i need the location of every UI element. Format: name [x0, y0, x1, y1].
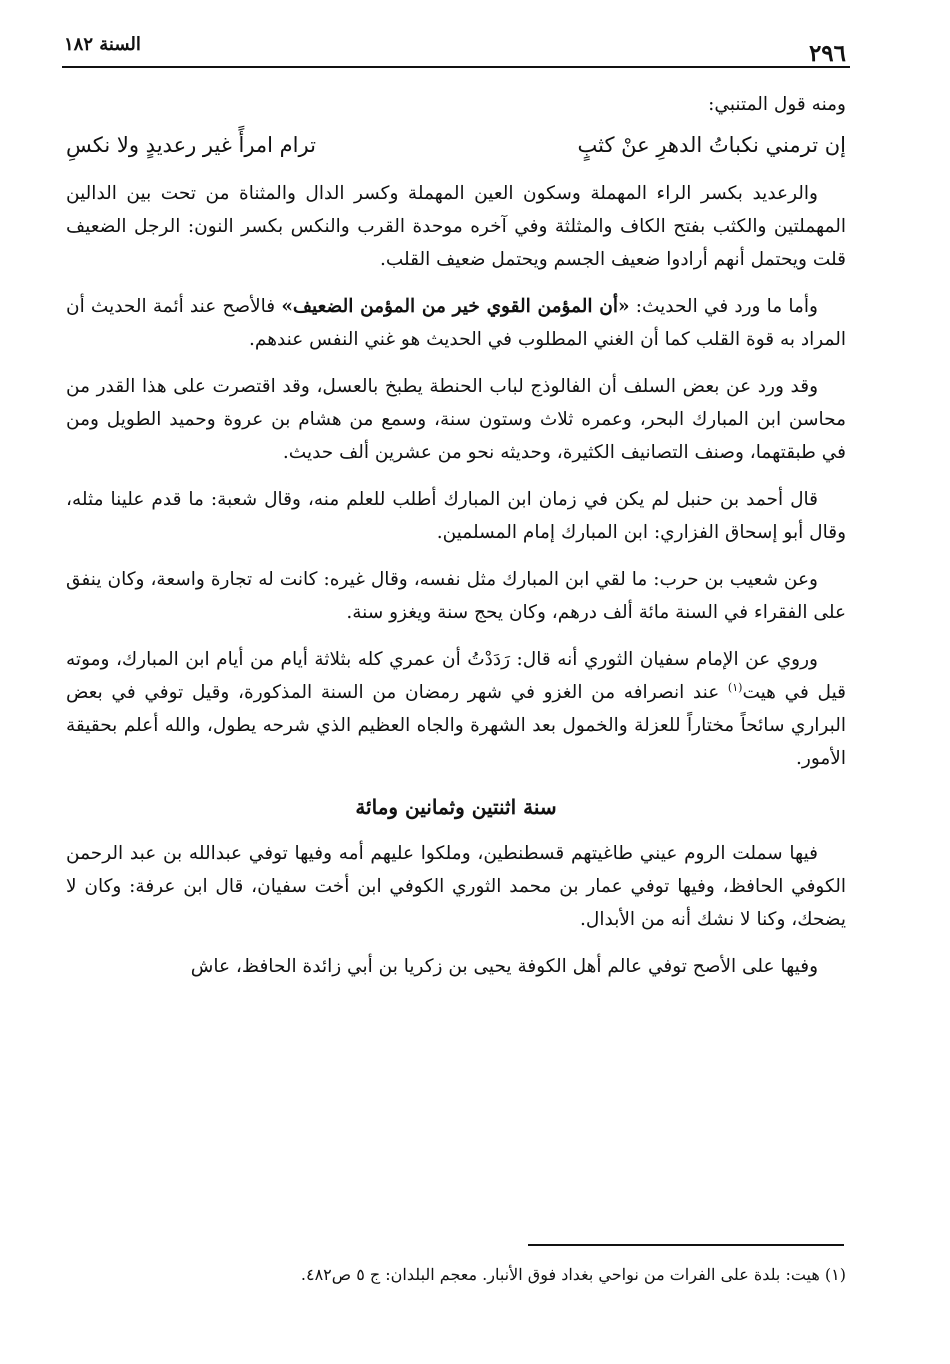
main-text: [66, 88, 846, 997]
paragraph-6-rest: عند انصرافه من الغزو في شهر رمضان من السنة المذكورة، وقيل توفي في بعض البراري سائحاً مختاراً للعزلة والخمول بعد الشهرة والجاه العظيم الذي شرحه يطول، والله أعلم بحقيقة الأمور.: [66, 682, 846, 769]
paragraph-2-lead: وأما ما ورد في الحديث:: [629, 296, 818, 317]
section-title: سنة اثنتين وثمانين ومائة: [355, 795, 557, 819]
paragraph-7: فيها سملت الروم عيني طاغيتهم قسطنطين، وملكوا عليهم أمه وفيها توفي عبدالله بن عبد الرحمن الكوفي الحافظ، وفيها توفي عمار بن محمد الثوري الكوفي ابن أخت سفيان، قال ابن عرفة: وكان لا يضحك، وكنا لا نشك أنه من الأبدال.: [66, 843, 846, 930]
hadith-quote: «أن المؤمن القوي خير من المؤمن الضعيف»: [281, 296, 630, 317]
paragraph-6: [66, 643, 846, 775]
page-header: [62, 30, 850, 68]
paragraph-8: وفيها على الأصح توفي عالم أهل الكوفة يحيى بن زكريا بن أبي زائدة الحافظ، عاش: [190, 956, 818, 977]
footnote-text: هيت: بلدة على الفرات من نواحي بغداد فوق الأنبار. معجم البلدان: ج ٥ ص٤٨٢.: [300, 1265, 820, 1284]
paragraph-4: قال أحمد بن حنبل لم يكن في زمان ابن المبارك أطلب للعلم منه، وقال شعبة: ما قدم علينا مثله، وقال أبو إسحاق الفزاري: ابن المبارك إمام المسلمين.: [66, 489, 846, 543]
footnote-number: (١): [824, 1265, 846, 1284]
paragraph-3: وقد ورد عن بعض السلف أن الفالوذج لباب الحنطة يطبخ بالعسل، وقد اقتصرت على هذا القدر من محاسن ابن المبارك البحر، وعمره ثلاث وستون سنة، وسمع من هشام بن عروة وحميد الطويل ومن في طبقتهما، وصنف التصانيف الكثيرة، وحديثه نحو من عشرين ألف حديث.: [66, 376, 846, 463]
footnote-reference[interactable]: (١): [727, 680, 743, 694]
paragraph-2-rest: فالأصح عند أئمة الحديث أن المراد به قوة القلب كما أن الغني المطلوب في الحديث هو غني النفس عندهم.: [66, 296, 846, 350]
footnote: [150, 1262, 846, 1288]
verse-first-hemistich: إن ترمني نكباتُ الدهرِ عنْ كثبٍ: [577, 133, 846, 157]
paragraph-6-lead: وروي عن الإمام سفيان الثوري أنه قال: رَدَدْتُ أن عمري كله بثلاثة أيام من أيام ابن المبارك، وموته قيل في هيت: [66, 649, 846, 703]
paragraph-1: والرعديد بكسر الراء المهملة وسكون العين المهملة وكسر الدال والمثناة من تحت بين الدالين المهملتين والكثب بفتح الكاف والمثلثة وفي آخره موحدة القرب والنكس بكسر النون: الرجل الضعيف قلت ويحتمل أنهم أرادوا ضعيف الجسم ويحتمل ضعيف القلب.: [66, 183, 846, 270]
running-title: السنة ١٨٢: [64, 34, 141, 55]
poetry-verse: [66, 125, 846, 165]
paragraph-5: وعن شعيب بن حرب: ما لقي ابن المبارك مثل نفسه، وقال غيره: كانت له تجارة واسعة، وكان ينفق على الفقراء في السنة مائة ألف درهم، وكان يحج سنة ويغزو سنة.: [66, 569, 846, 623]
paragraph-2: [66, 290, 846, 356]
verse-second-hemistich: ترام امرأً غير رعديدٍ ولا نكسِ: [66, 133, 316, 157]
page-number: ٢٩٦: [808, 40, 846, 67]
footnote-divider: [528, 1244, 844, 1246]
intro-line: ومنه قول المتنبي:: [708, 94, 846, 115]
